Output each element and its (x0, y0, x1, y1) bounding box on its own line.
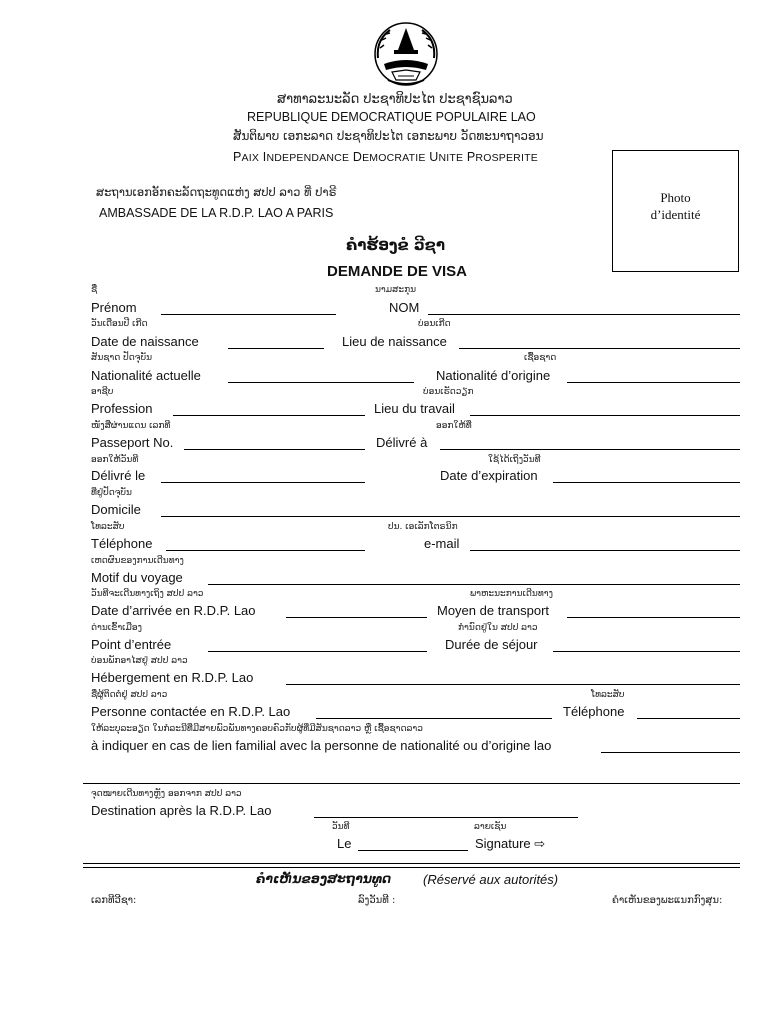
email-field[interactable] (470, 550, 740, 551)
date-field[interactable] (358, 850, 468, 851)
contact-phone-lao: ໂທລະສັບ (591, 690, 625, 700)
nom-lao: ນາມສະກຸນ (375, 285, 417, 295)
expiry-label: Date d’expiration (440, 468, 538, 483)
accommodation-label: Hébergement en R.D.P. Lao (91, 670, 254, 685)
motto: PAIX INDEPENDANCE DEMOCRATIE UNITE PROSPERITE (233, 150, 538, 164)
lao-republic-title: ສາທາລະນະລັດ ປະຊາທິປະໄຕ ປະຊາຊົນລາວ (277, 92, 513, 107)
phone-label: Téléphone (91, 536, 153, 551)
lao-motto: ສັນຕິພາບ ເອກະລາດ ປະຊາທິປະໄຕ ເອກະພາບ ວັດທະນາຖາວອນ (233, 129, 544, 143)
prenom-field[interactable] (161, 314, 336, 315)
stay-label: Durée de séjour (445, 637, 538, 652)
arrival-label: Date d’arrivée en R.D.P. Lao (91, 603, 256, 618)
reserved-lao-title: ຄຳເຫັນຂອງສະຖານທູດ (256, 871, 392, 886)
nom-label: NOM (389, 300, 420, 315)
birth-date-label: Date de naissance (91, 334, 199, 349)
origin-field[interactable] (567, 382, 740, 383)
destination-lao: ຈຸດໝາຍເດີນທາງຫຼັງ ອອກຈາກ ສປປ ລາວ (91, 789, 242, 799)
passport-label: Passeport No. (91, 435, 174, 450)
transport-label: Moyen de transport (437, 603, 550, 618)
signature-label: Signature ⇨ (475, 836, 546, 851)
republic-title: REPUBLIQUE DEMOCRATIQUE POPULAIRE LAO (247, 110, 536, 124)
address-field[interactable] (161, 516, 740, 517)
workplace-field[interactable] (470, 415, 740, 416)
reserved-date-label: ລົງວັນທີ : (358, 895, 396, 906)
workplace-lao: ບ່ອນເຮັດວຽກ (423, 387, 474, 397)
issued-on-field[interactable] (161, 482, 365, 483)
contact-lao: ຊື່ຜູ້ຕິດຕໍ່ຢູ່ ສປປ ລາວ (91, 690, 168, 700)
accommodation-lao: ບ່ອນພັກອາໄສຢູ່ ສປປ ລາວ (91, 656, 188, 666)
family-link-field[interactable] (601, 752, 740, 753)
date-lao: ວັນທີ (332, 822, 350, 832)
destination-label: Destination après la R.D.P. Lao (91, 803, 272, 818)
origin-label: Nationalité d’origine (436, 368, 551, 383)
stay-lao: ກຳນົດຢູ່ໃນ ສປປ ລາວ (458, 623, 538, 633)
entry-lao: ດ່ານເຂົ້າເມືອງ (91, 623, 142, 633)
contact-phone-field[interactable] (637, 718, 740, 719)
passport-lao: ໜັງສືຜ່ານແດນ ເລກທີ (91, 421, 171, 431)
destination-field[interactable] (314, 817, 578, 818)
accommodation-field[interactable] (286, 684, 740, 685)
issued-at-field[interactable] (440, 449, 740, 450)
national-emblem (370, 20, 442, 88)
contact-label: Personne contactée en R.D.P. Lao (91, 704, 291, 719)
form-title: DEMANDE DE VISA (327, 263, 468, 280)
nationality-label: Nationalité actuelle (91, 368, 201, 383)
family-link-label: à indiquer en cas de lien familial avec la personne de nationalité ou d’origine lao (91, 738, 552, 753)
contact-phone-label: Téléphone (563, 704, 625, 719)
email-lao: ປນ. ເອເລັກໂຕຣນິກ (388, 522, 458, 532)
expiry-lao: ໃຊ້ໄດ້ເຖິງວັນທີ (488, 455, 541, 465)
purpose-lao: ເຫດຜົນຂອງການເດີນທາງ (91, 556, 184, 566)
birth-date-lao: ວັນເດືອນປີ ເກີດ (91, 319, 148, 329)
issued-at-lao: ອອກໃຫ້ທີ່ (436, 421, 472, 431)
birth-place-lao: ບ່ອນເກີດ (418, 319, 451, 329)
phone-field[interactable] (166, 550, 365, 551)
photo-box (612, 150, 739, 272)
divider (83, 783, 740, 784)
photo-label: Photo (660, 190, 691, 205)
visa-number-label: ເລກທີວີຊາ: (91, 895, 137, 906)
signature-lao: ລາຍເຊັນ (474, 822, 507, 832)
title-lao: ຄຳຮ້ອງຂໍ ວີຊາ (346, 236, 445, 254)
entry-field[interactable] (208, 651, 427, 652)
expiry-field[interactable] (553, 482, 740, 483)
lao-embassy: ສະຖານເອກອັກຄະລັດຖະທູດແຫ່ງ ສປປ ລາວ ທີ່ ປາຣີ (96, 185, 337, 199)
entry-label: Point d’entrée (91, 637, 172, 652)
date-label: Le (337, 836, 352, 851)
contact-field[interactable] (316, 718, 552, 719)
email-label: e-mail (424, 536, 460, 551)
reserved-title: (Réservé aux autorités) (423, 872, 559, 887)
transport-lao: ພາຫະນະການເດີນທາງ (470, 589, 553, 599)
purpose-label: Motif du voyage (91, 570, 183, 585)
birth-date-field[interactable] (228, 348, 324, 349)
nationality-field[interactable] (228, 382, 414, 383)
nationality-lao: ສັນຊາດ ປັດຈຸບັນ (91, 353, 153, 363)
double-divider (83, 863, 740, 868)
address-label: Domicile (91, 502, 141, 517)
passport-field[interactable] (184, 449, 365, 450)
profession-field[interactable] (173, 415, 365, 416)
profession-lao: ອາຊີບ (91, 387, 114, 397)
transport-field[interactable] (567, 617, 740, 618)
profession-label: Profession (91, 401, 153, 416)
workplace-label: Lieu du travail (374, 401, 455, 416)
birth-place-label: Lieu de naissance (342, 334, 447, 349)
origin-lao: ເຊື້ອຊາດ (524, 353, 557, 363)
address-lao: ທີ່ຢູ່ປັດຈຸບັນ (91, 488, 132, 498)
issued-at-label: Délivré à (376, 435, 428, 450)
phone-lao: ໂທລະສັບ (91, 522, 125, 532)
nom-field[interactable] (428, 314, 740, 315)
issued-on-label: Délivré le (91, 468, 146, 483)
arrival-lao: ວັນທີຈະເດີນທາງເຖິງ ສປປ ລາວ (91, 589, 204, 599)
consular-opinion-label: ຄຳເຫັນຂອງພະແນກກົງສຸນ: (612, 895, 723, 906)
issued-on-lao: ອອກໃຫ້ວັນທີ (91, 455, 139, 465)
arrival-field[interactable] (286, 617, 427, 618)
photo-label-2: d’identité (650, 207, 701, 222)
prenom-lao: ຊື່ (91, 285, 98, 295)
embassy-name: AMBASSADE DE LA R.D.P. LAO A PARIS (99, 206, 334, 220)
stay-field[interactable] (553, 651, 740, 652)
family-link-lao: ໃຫ້ລະບຸລະອຽດ ໃນກໍລະນີທີ່ມີສາຍພົວພັນທາງຄອບຄົວກັບຜູ້ທີ່ມີສັນຊາດລາວ ຫຼື ເຊື້ອຊາດລາວ (91, 724, 423, 734)
purpose-field[interactable] (208, 584, 740, 585)
birth-place-field[interactable] (459, 348, 740, 349)
prenom-label: Prénom (91, 300, 137, 315)
